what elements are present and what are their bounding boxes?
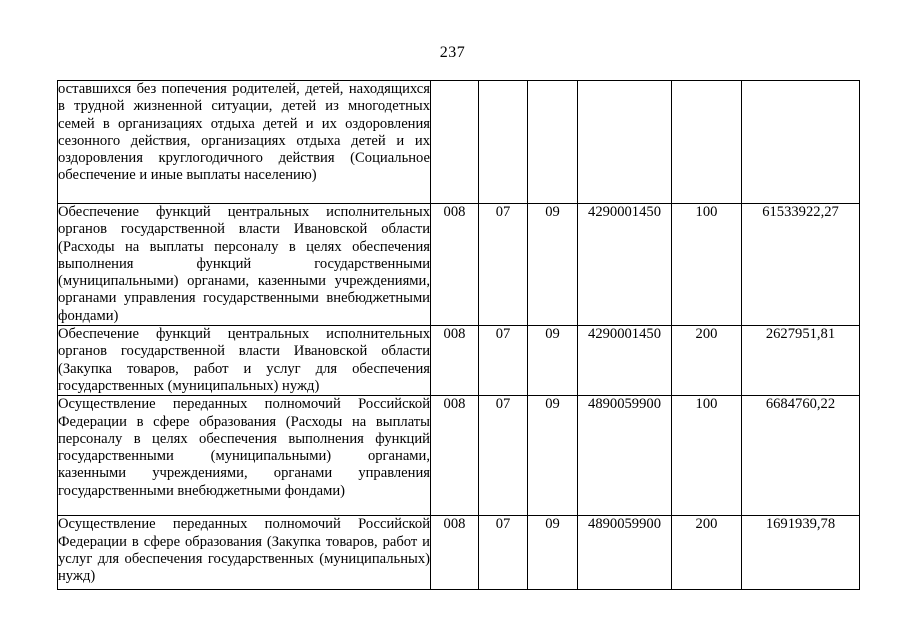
subsection-code-cell: 09	[528, 396, 578, 516]
table-row	[58, 516, 860, 590]
subsection-code-cell: 09	[528, 204, 578, 326]
grbs-code-cell: 008	[431, 396, 479, 516]
amount-cell: 1691939,78	[742, 516, 860, 590]
target-article-cell	[578, 81, 672, 204]
grbs-code-cell: 008	[431, 204, 479, 326]
table-row	[58, 326, 860, 396]
subsection-code-cell	[528, 81, 578, 204]
section-code-cell: 07	[479, 516, 528, 590]
section-code-cell	[479, 81, 528, 204]
expense-type-cell: 100	[672, 396, 742, 516]
page-number: 237	[439, 44, 466, 61]
expense-type-cell: 200	[672, 516, 742, 590]
section-code-cell: 07	[479, 326, 528, 396]
expense-name-cell: Осуществление переданных полномочий Российской Федерации в сфере образования (Закупка товаров, работ и услуг для обеспечения государственных (муниципальных) нужд)	[58, 516, 431, 590]
target-article-cell: 4890059900	[578, 516, 672, 590]
expense-name-cell: оставшихся без попечения родителей, детей, находящихся в трудной жизненной ситуации, детей из многодетных семей в организациях отдыха детей и их оздоровления сезонного действия, организациях отдыха детей и их оздоровления круглогодичного действия (Социальное обеспечение и иные выплаты населению)	[58, 81, 431, 204]
grbs-code-cell: 008	[431, 326, 479, 396]
amount-cell: 61533922,27	[742, 204, 860, 326]
grbs-code-cell: 008	[431, 516, 479, 590]
expense-type-cell	[672, 81, 742, 204]
expense-name-cell: Осуществление переданных полномочий Российской Федерации в сфере образования (Расходы на выплаты персоналу в целях обеспечения выполнения функций государственными (муниципальными) органами, казенными учреждениями, органами управления государственными внебюджетными фондами)	[58, 396, 431, 516]
amount-cell	[742, 81, 860, 204]
expense-type-cell: 200	[672, 326, 742, 396]
expense-name-cell: Обеспечение функций центральных исполнительных органов государственной власти Ивановской области (Закупка товаров, работ и услуг для обеспечения государственных (муниципальных) нужд)	[58, 326, 430, 394]
expense-type-cell: 100	[672, 204, 742, 326]
subsection-code-cell: 09	[528, 326, 578, 396]
grbs-code-cell	[431, 81, 479, 204]
table-row	[58, 204, 860, 326]
table-row	[58, 396, 860, 516]
target-article-cell: 4890059900	[578, 396, 672, 516]
target-article-cell: 4290001450	[578, 326, 672, 396]
target-article-cell: 4290001450	[578, 204, 672, 326]
subsection-code-cell: 09	[528, 516, 578, 590]
expense-name-cell: Обеспечение функций центральных исполнительных органов государственной власти Ивановской области (Расходы на выплаты персоналу в целях обеспечения выполнения функций государственными (муниципальными) органами, казенными учреждениями, органами управления государственными внебюджетными фондами)	[58, 204, 430, 324]
amount-cell: 6684760,22	[742, 396, 860, 516]
section-code-cell: 07	[479, 396, 528, 516]
section-code-cell: 07	[479, 204, 528, 326]
amount-cell: 2627951,81	[742, 326, 860, 396]
budget-expense-table	[57, 80, 860, 590]
table-row	[58, 81, 860, 204]
